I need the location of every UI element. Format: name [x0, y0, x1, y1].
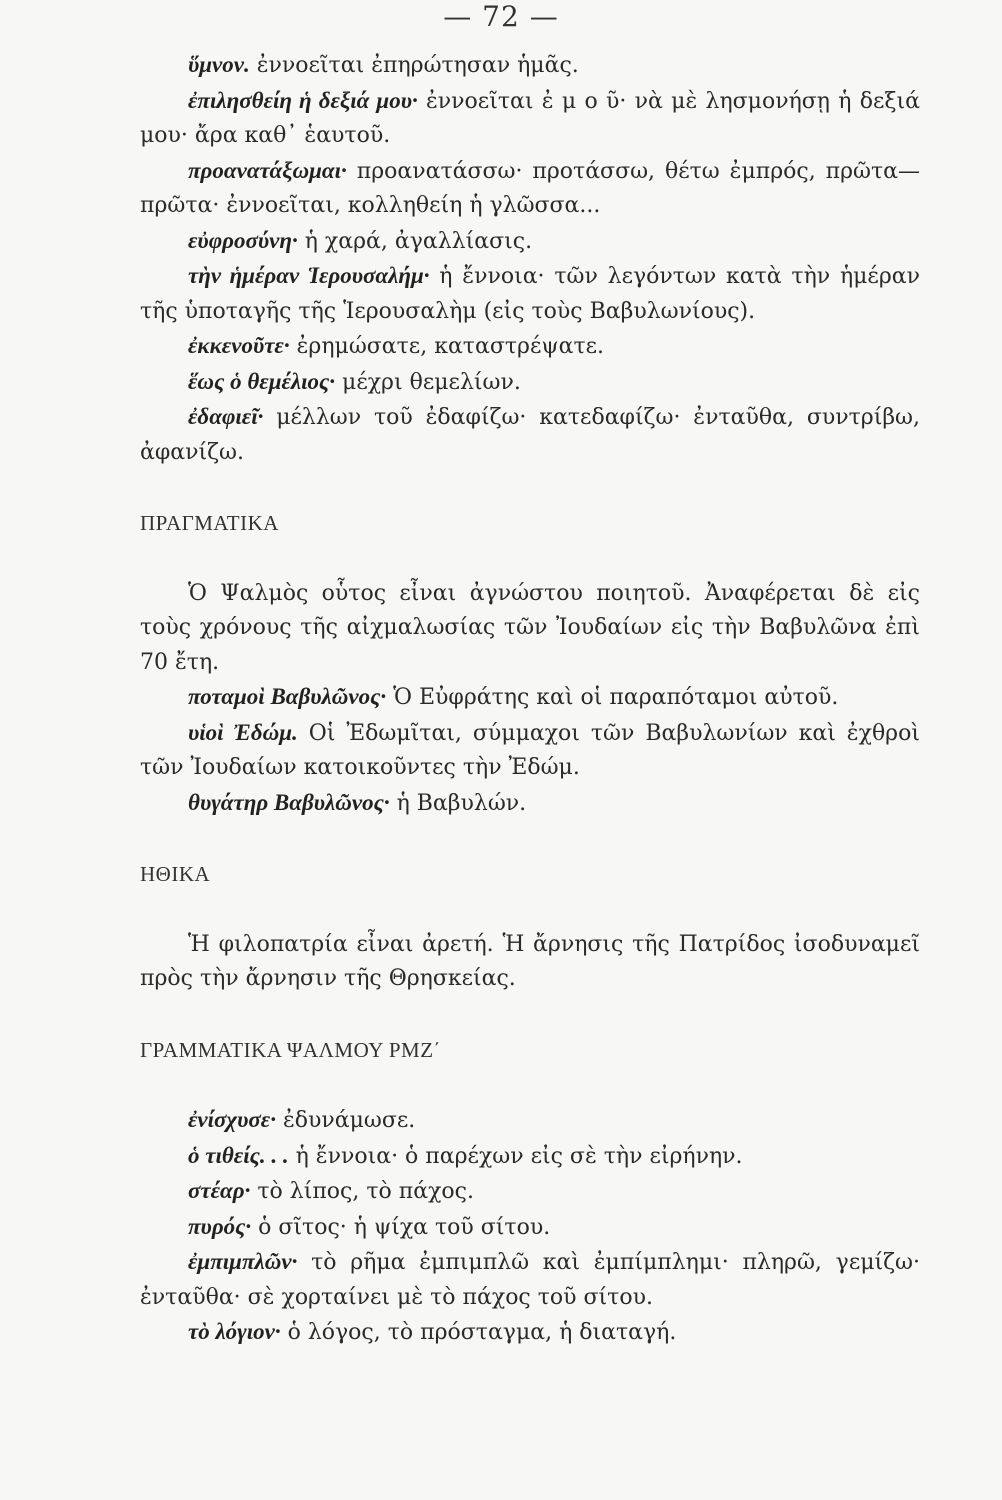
glossary-term: ἐνίσχυσε·	[188, 1107, 276, 1132]
glossary-term: θυγάτηρ Βαβυλῶνος·	[188, 789, 390, 815]
glossary-entry	[140, 1210, 920, 1246]
glossary-term: ἐδαφιεῖ·	[188, 404, 264, 429]
glossary-definition: Οἱ Ἐδωμῖται, σύμμαχοι τῶν Βαβυλωνίων καὶ ἐχθροὶ τῶν Ἰουδαίων κατοικοῦντες τὴν Ἐδώμ.	[140, 720, 920, 780]
glossary-term: ὕμνον.	[188, 52, 250, 77]
glossary-definition: ἐρημώσατε, καταστρέψατε.	[289, 334, 605, 359]
glossary-definition: ἡ ἔννοια· ὁ παρέχων εἰς σὲ τὴν εἰρήνην.	[288, 1143, 743, 1169]
glossary-definition: μέλλων τοῦ ἐδαφίζω· κατεδαφίζω· ἐνταῦθα, συντρίβω, ἀφανίζω.	[140, 405, 920, 465]
glossary-definition: ἐννοεῖται ἐπηρώτησαν ἡμᾶς.	[249, 53, 579, 78]
pragmatika-section	[140, 577, 920, 822]
section-heading-grammatika: ΓΡΑΜΜΑΤΙΚΑ ΨΑΛΜΟΥ ΡΜΖ΄	[140, 1037, 442, 1062]
glossary-entry	[140, 154, 920, 224]
glossary-definition: ἐννοεῖται ἐ μ ο ῦ· νὰ μὲ λησμονήσῃ ἡ δεξιά μου· ἄρα καθ᾽ ἑαυτοῦ.	[140, 88, 920, 148]
glossary-term: τὴν ἡμέραν Ἱερουσαλήμ·	[188, 263, 430, 288]
glossary-entry	[140, 48, 920, 84]
glossary-entry	[140, 365, 920, 401]
glossary-entry	[140, 329, 920, 365]
glossary-term: ἐκκενοῦτε·	[188, 333, 290, 358]
glossary-entry	[140, 786, 920, 822]
glossary-definition: ἡ Βαβυλών.	[389, 790, 527, 816]
glossary-entry	[140, 716, 920, 786]
glossary-entry	[140, 224, 920, 260]
ithika-text: Ἡ φιλοπατρία εἶναι ἀρετή. Ἡ ἄρνησις τῆς Πατρίδος ἰσοδυναμεῖ πρὸς τὴν ἄρνησιν τῆς Θρησκείας.	[140, 931, 920, 991]
glossary-definition: Ὁ Εὐφράτης καὶ οἱ παραπόταμοι αὐτοῦ.	[386, 685, 839, 710]
glossary-term: προανατάξωμαι·	[188, 157, 347, 183]
glossary-definition: ἐδυνάμωσε.	[275, 1108, 416, 1133]
pragmatika-intro: Ὁ Ψαλμὸς οὗτος εἶναι ἀγνώστου ποιητοῦ. Ἀναφέρεται δὲ εἰς τοὺς χρόνους τῆς αἰχμαλωσίας τῶν Ἰουδαίων εἰς τὴν Βαβυλῶνα ἐπὶ 70 ἔτη.	[140, 580, 920, 675]
glossary-entry	[140, 1103, 920, 1139]
glossary-term: ἐμπιμπλῶν·	[188, 1249, 298, 1274]
glossary-entry	[140, 259, 920, 329]
page-body	[140, 48, 920, 1351]
glossary-term: ποταμοὶ Βαβυλῶνος·	[188, 684, 387, 709]
glossary-entry	[140, 1315, 920, 1351]
glossary-term: εὐφροσύνη·	[188, 227, 298, 253]
glossary-definition: τὸ λίπος, τὸ πάχος.	[250, 1179, 474, 1204]
glossary-entry	[140, 680, 920, 716]
glossary-term: υἱοὶ Ἐδώμ.	[188, 719, 298, 745]
glossary-entry	[140, 1245, 920, 1315]
ithika-section	[140, 928, 920, 997]
page-number: — 72 —	[443, 0, 559, 33]
glossary-definition: μέχρι θεμελίων.	[335, 369, 521, 395]
section-heading-ithika: ΗΘΙΚΑ	[140, 862, 211, 886]
glossary-entry	[140, 400, 920, 470]
glossary-term: στέαρ·	[188, 1178, 251, 1203]
glossary-definition: τὸ ρῆμα ἐμπιμπλῶ καὶ ἐμπίμπλημι· πληρῶ, γεμίζω· ἐνταῦθα· σὲ χορταίνει μὲ τὸ πάχος τοῦ σίτου.	[140, 1250, 920, 1310]
glossary-term: ἕως ὁ θεμέλιος·	[188, 368, 336, 394]
glossary-term: ὁ τιθείς. . .	[188, 1142, 289, 1168]
glossary-definition: ἡ χαρά, ἀγαλλίασις.	[297, 228, 533, 254]
glossary-definition: ὁ λόγος, τὸ πρόσταγμα, ἡ διαταγή.	[280, 1320, 677, 1345]
glossary-section-1	[140, 48, 920, 470]
glossary-definition: ὁ σῖτος· ἡ ψίχα τοῦ σίτου.	[251, 1214, 551, 1240]
glossary-definition: ἡ ἔννοια· τῶν λεγόντων κατὰ τὴν ἡμέραν τῆς ὑποταγῆς τῆς Ἱερουσαλὴμ (εἰς τοὺς Βαβυλωνίους).	[140, 264, 920, 324]
glossary-entry	[140, 1139, 920, 1175]
grammatika-section	[140, 1103, 920, 1351]
glossary-term: ἐπιλησθείη ἡ δεξιά μου·	[188, 87, 418, 113]
glossary-term: πυρός·	[188, 1213, 252, 1239]
glossary-term: τὸ λόγιον·	[188, 1319, 281, 1344]
glossary-entry	[140, 84, 920, 154]
glossary-entry	[140, 1174, 920, 1210]
section-heading-pragmatika: ΠΡΑΓΜΑΤΙΚΑ	[140, 511, 279, 535]
glossary-definition: προανατάσσω· προτάσσω, θέτω ἐμπρός, πρῶτα—πρῶτα· ἐννοεῖται, κολληθείη ἡ γλῶσσα...	[140, 158, 920, 218]
